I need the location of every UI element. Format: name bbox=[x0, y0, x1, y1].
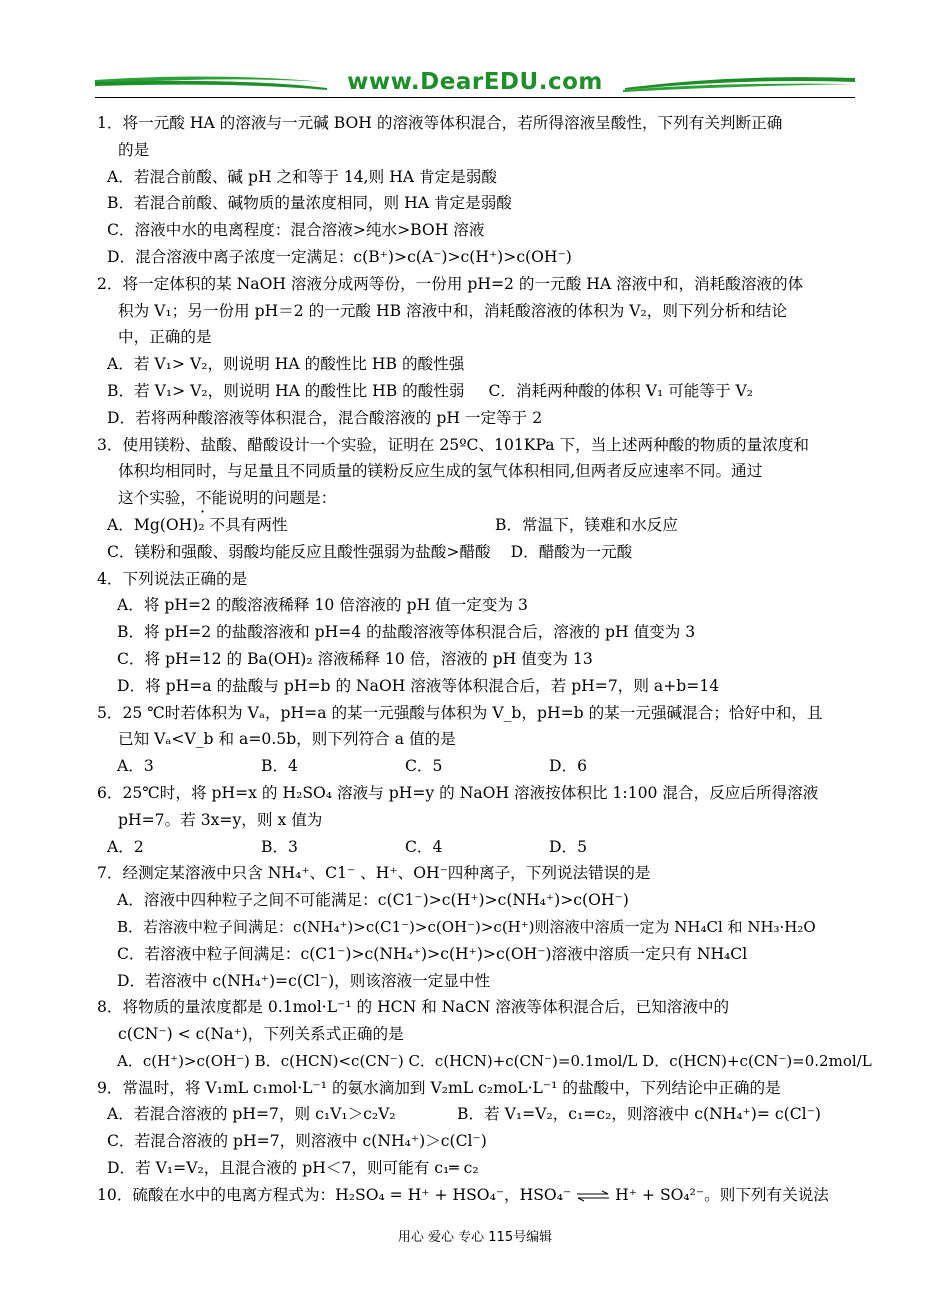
q9-stem: 9．常温时，将 V₁mL c₁mol·L⁻¹ 的氨水滴加到 V₂mL c₂moL·L⁻¹ 的盐酸中，下列结论中正确的是 bbox=[97, 1078, 781, 1097]
q3-emphasis-text: 不能 bbox=[195, 489, 228, 508]
q5-stem-line1: 5．25 ℃时若体积为 Vₐ，pH=a 的某一元强酸与体积为 V_b，pH=b 的某一元强碱混合；恰好中和，且 bbox=[97, 703, 823, 722]
q2-options-bc bbox=[97, 378, 857, 405]
q1-option-c: C．溶液中水的电离程度：混合溶液>纯水>BOH 溶液 bbox=[107, 221, 485, 240]
q1-option-d: D．混合溶液中离子浓度一定满足：c(B⁺)>c(A⁻)>c(H⁺)>c(OH⁻) bbox=[107, 247, 572, 266]
q1-stem-line1: 1．将一元酸 HA 的溶液与一元碱 BOH 的溶液等体积混合，若所得溶液呈酸性，下列有关判断正确 bbox=[97, 114, 783, 132]
q2-option-d: D．若将两种酸溶液等体积混合，混合酸溶液的 pH 一定等于 2 bbox=[107, 408, 543, 427]
q9-option-d: D．若 V₁=V₂，且混合液的 pH＜7，则可能有 c₁═ c₂ bbox=[107, 1159, 479, 1178]
q5-option-c: C．5 bbox=[405, 757, 443, 776]
q5-stem-line2: 已知 Vₐ<V_b 和 a=0.5b，则下列符合 a 值的是 bbox=[118, 730, 456, 749]
question-sheet bbox=[97, 110, 872, 1209]
q2-option-b: B．若 V₁> V₂，则说明 HA 的酸性比 HB 的酸性弱 bbox=[107, 381, 465, 400]
q9-option-c: C．若混合溶液的 pH=7，则溶液中 c(NH₄⁺)＞c(Cl⁻) bbox=[107, 1132, 487, 1151]
q6-option-d: D．5 bbox=[549, 837, 588, 856]
q3-option-c: C．镁粉和强酸、弱酸均能反应且酸性强弱为盐酸>醋酸 bbox=[107, 542, 491, 561]
q3-stem-line1: 3．使用镁粉、盐酸、醋酸设计一个实验，证明在 25ºC、101KPa 下，当上述两种酸的物质的量浓度和 bbox=[97, 435, 810, 454]
q9-options-ab bbox=[97, 1101, 857, 1128]
q4-option-c: C．将 pH=12 的 Ba(OH)₂ 溶液稀释 10 倍，溶液的 pH 值变为 13 bbox=[117, 649, 593, 668]
q3-stem-line2: 体积均相同时，与足量且不同质量的镁粉反应生成的氢气体积相同,但两者反应速率不同。通过 bbox=[118, 462, 763, 481]
q3-stem-line3-part1: 这个实验， bbox=[118, 489, 196, 508]
q7-stem: 7．经测定某溶液中只含 NH₄⁺、C1⁻ 、H⁺、OH⁻四种离子，下列说法错误的是 bbox=[97, 864, 651, 883]
q2-stem-line1: 2．将一定体积的某 NaOH 溶液分成两等份，一份用 pH=2 的一元酸 HA 溶液中和，消耗酸溶液的体 bbox=[97, 274, 804, 293]
q8-stem-line1: 8．将物质的量浓度都是 0.1mol·L⁻¹ 的 HCN 和 NaCN 溶液等体积混合后，已知溶液中的 bbox=[97, 998, 730, 1017]
q3-option-a: A．Mg(OH)₂ 不具有两性 bbox=[107, 515, 288, 534]
q2-option-c: C．消耗两种酸的体积 V₁ 可能等于 V₂ bbox=[488, 381, 754, 400]
q7-option-a: A．溶液中四种粒子之间不可能满足：c(C1⁻)>c(H⁺)>c(NH₄⁺)>c(OH⁻) bbox=[117, 891, 629, 910]
q1-option-b: B．若混合前酸、碱物质的量浓度相同，则 HA 肯定是弱酸 bbox=[107, 194, 512, 213]
q7-option-b: B．若溶液中粒子间满足：c(NH₄⁺)>c(C1⁻)>c(OH⁻)>c(H⁺)则溶液中溶质一定为 NH₄Cl 和 NH₃·H₂O bbox=[117, 917, 816, 936]
q3-option-d: D．醋酸为一元酸 bbox=[510, 542, 633, 561]
q6-option-b: B．3 bbox=[261, 837, 298, 856]
site-url: www.DearEDU.com bbox=[347, 69, 603, 95]
q10-stem-part2: H⁺ + SO₄²⁻。则下列有关说法 bbox=[615, 1185, 829, 1204]
q7-option-c: C．若溶液中粒子间满足：c(C1⁻)>c(NH₄⁺)>c(H⁺)>c(OH⁻)溶液中溶质一定只有 NH₄Cl bbox=[117, 944, 748, 963]
q5-option-b: B．4 bbox=[261, 757, 298, 776]
q2-stem-line2: 积为 V₁；另一份用 pH＝2 的一元酸 HB 溶液中和，消耗酸溶液的体积为 V₂，则下列分析和结论 bbox=[118, 301, 788, 320]
equilibrium-arrow-icon bbox=[576, 1190, 610, 1202]
q2-option-a: A．若 V₁> V₂，则说明 HA 的酸性比 HB 的酸性强 bbox=[107, 355, 465, 374]
q6-options bbox=[97, 834, 857, 861]
q1-stem-line2: 的是 bbox=[118, 140, 150, 159]
q6-option-a: A．2 bbox=[107, 837, 144, 856]
q10-stem bbox=[97, 1182, 857, 1209]
q3-options-ab bbox=[97, 512, 857, 539]
q2-stem-line3: 中，正确的是 bbox=[118, 328, 212, 347]
page-footer: 用心 爱心 专心 115号编辑 bbox=[397, 1230, 553, 1245]
q3-options-cd bbox=[97, 539, 857, 566]
q6-stem-line1: 6．25℃时，将 pH=x 的 H₂SO₄ 溶液与 pH=y 的 NaOH 溶液按体积比 1:100 混合，反应后所得溶液 bbox=[97, 783, 819, 802]
q6-option-c: C．4 bbox=[405, 837, 443, 856]
q7-option-d: D．若溶液中 c(NH₄⁺)=c(Cl⁻)，则该溶液一定显中性 bbox=[117, 971, 491, 990]
q6-stem-line2: pH=7。若 3x=y，则 x 值为 bbox=[118, 810, 323, 829]
q10-stem-part1: 10．硫酸在水中的电离方程式为：H₂SO₄ = H⁺ + HSO₄⁻，HSO₄⁻ bbox=[97, 1185, 572, 1204]
header-rule bbox=[95, 97, 855, 98]
q4-option-d: D．将 pH=a 的盐酸与 pH=b 的 NaOH 溶液等体积混合后，若 pH=7，则 a+b=14 bbox=[117, 676, 720, 695]
q5-option-d: D．6 bbox=[549, 757, 588, 776]
q4-stem: 4．下列说法正确的是 bbox=[97, 569, 248, 588]
q3-stem-line3 bbox=[97, 485, 857, 512]
site-banner bbox=[95, 70, 855, 98]
q9-option-a: A．若混合溶液的 pH=7，则 c₁V₁＞c₂V₂ bbox=[107, 1105, 396, 1124]
q8-stem-line2: c(CN⁻) < c(Na⁺)，下列关系式正确的是 bbox=[118, 1025, 404, 1044]
q3-stem-line3-part3: 说明的问题是： bbox=[227, 489, 337, 508]
q1-option-a: A．若混合前酸、碱 pH 之和等于 14,则 HA 肯定是弱酸 bbox=[107, 167, 497, 186]
q4-option-b: B．将 pH=2 的盐酸溶液和 pH=4 的盐酸溶液等体积混合后，溶液的 pH 值变为 3 bbox=[117, 623, 696, 642]
q5-options bbox=[97, 753, 857, 780]
q8-options: A．c(H⁺)>c(OH⁻) B．c(HCN)<c(CN⁻) C．c(HCN)+c(CN⁻)=0.1mol/L D．c(HCN)+c(CN⁻)=0.2mol/L bbox=[117, 1051, 872, 1070]
q4-option-a: A．将 pH=2 的酸溶液稀释 10 倍溶液的 pH 值一定变为 3 bbox=[117, 596, 528, 615]
q5-option-a: A．3 bbox=[117, 757, 154, 776]
q3-option-b: B．常温下，镁难和水反应 bbox=[495, 515, 678, 534]
q9-option-b: B．若 V₁=V₂，c₁=c₂，则溶液中 c(NH₄⁺)= c(Cl⁻) bbox=[457, 1105, 821, 1124]
